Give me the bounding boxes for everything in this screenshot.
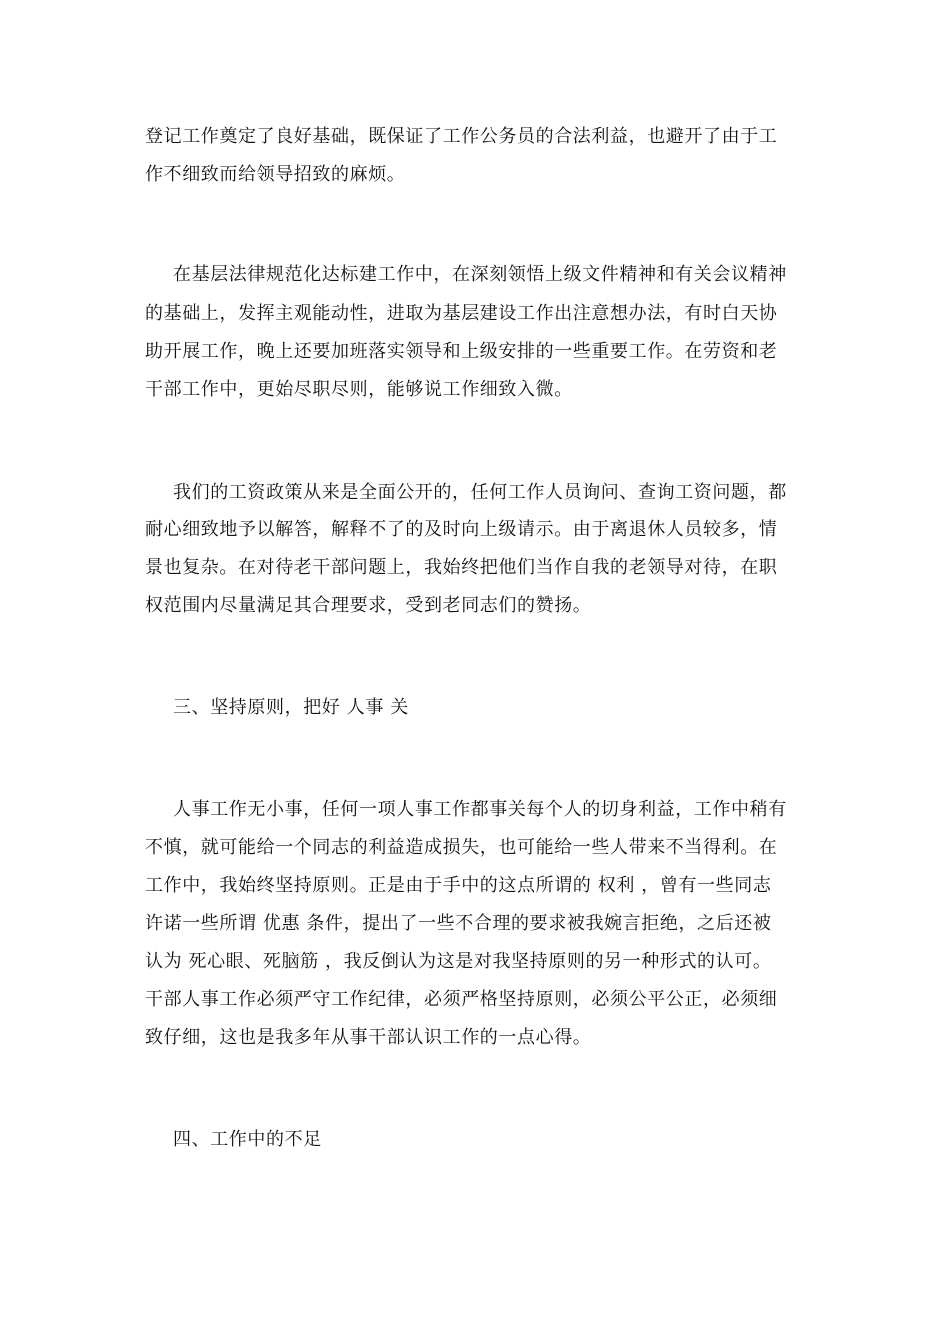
paragraph-3-line-1: 我们的工资政策从来是全面公开的，任何工作人员询问、查询工资问题，都 [173,482,787,503]
paragraph-2-line-1: 在基层法律规范化达标建工作中，在深刻领悟上级文件精神和有关会议精神 [173,264,787,285]
paragraph-3-line-3: 景也复杂。在对待老干部问题上，我始终把他们当作自我的老领导对待，在职 [145,557,778,578]
paragraph-4-line-2: 不慎，就可能给一个同志的利益造成损失，也可能给一些人带来不当得利。在 [145,837,778,858]
paragraph-3-line-2: 耐心细致地予以解答，解释不了的及时向上级请示。由于离退休人员较多，情 [145,519,778,540]
paragraph-1-line-2: 作不细致而给领导招致的麻烦。 [145,164,406,185]
paragraph-3-line-4: 权范围内尽量满足其合理要求，受到老同志们的赞扬。 [145,595,592,616]
paragraph-2-line-3: 助开展工作，晚上还要加班落实领导和上级安排的一些重要工作。在劳资和老 [145,341,778,362]
paragraph-4-line-4: 许诺一些所谓 优惠 条件，提出了一些不合理的要求被我婉言拒绝，之后还被 [145,913,772,934]
paragraph-2-line-4: 干部工作中，更始尽职尽则，能够说工作细致入微。 [145,379,573,400]
paragraph-4-line-7: 致仔细，这也是我多年从事干部认识工作的一点心得。 [145,1027,592,1048]
paragraph-1-line-1: 登记工作奠定了良好基础，既保证了工作公务员的合法利益，也避开了由于工 [145,126,778,147]
paragraph-4-line-5: 认为 死心眼、死脑筋 ，我反倒认为这是对我坚持原则的另一种形式的认可。 [145,951,772,972]
paragraph-4-line-1: 人事工作无小事，任何一项人事工作都事关每个人的切身利益，工作中稍有 [173,799,787,820]
section-heading-3: 三、坚持原则，把好 人事 关 [173,697,409,718]
paragraph-4-line-3: 工作中，我始终坚持原则。正是由于手中的这点所谓的 权利 ，曾有一些同志 [145,875,772,896]
section-heading-4: 四、工作中的不足 [173,1129,322,1150]
paragraph-4-line-6: 干部人事工作必须严守工作纪律，必须严格坚持原则，必须公平公正，必须细 [145,989,778,1010]
paragraph-2-line-2: 的基础上，发挥主观能动性，进取为基层建设工作出注意想办法，有时白天协 [145,303,778,324]
